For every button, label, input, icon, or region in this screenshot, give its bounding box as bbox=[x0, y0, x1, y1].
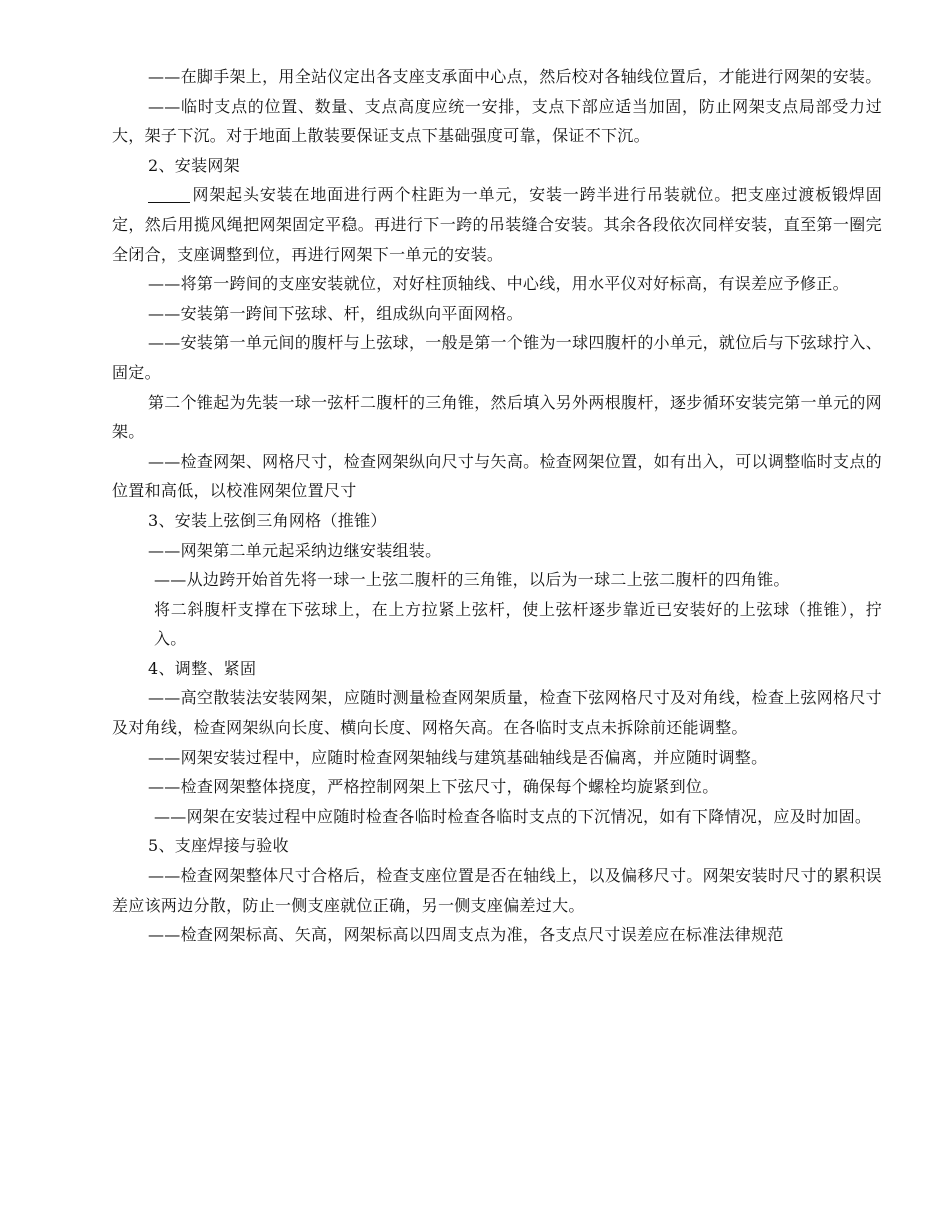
paragraph-web-members: ——安装第一单元间的腹杆与上弦球，一般是第一个锥为一球四腹杆的小单元，就位后与下弦球拧入、固定。 bbox=[112, 333, 882, 382]
paragraph-settlement-check: ——网架在安装过程中应随时检查各临时检查各临时支点的下沉情况，如有下降情况，应及时加固。 bbox=[154, 806, 872, 826]
paragraph-edge-span: ——从边跨开始首先将一球一上弦二腹杆的三角锥，以后为一球二上弦二腹杆的四角锥。 bbox=[154, 570, 790, 590]
paragraph-second-unit: ——网架第二单元起采纳边继安装组装。 bbox=[148, 540, 442, 560]
paragraph-deflection-check: ——检查网架整体挠度，严格控制网架上下弦尺寸，确保每个螺栓均旋紧到位。 bbox=[148, 777, 719, 797]
paragraph-survey-supports: ——在脚手架上，用全站仪定出各支座支承面中心点，然后校对各轴线位置后，才能进行网架的安装。 bbox=[148, 67, 882, 86]
section-heading-weld-acceptance: 5、支座焊接与验收 bbox=[148, 836, 289, 856]
paragraph-aerial-assembly: ——高空散装法安装网架，应随时测量检查网架质量，检查下弦网格尺寸及对角线，检查上弦网格尺寸及对角线，检查网架纵向长度、横向长度、网格矢高。在各临时支点未拆除前还能调整。 bbox=[112, 688, 882, 738]
paragraph-push-cone: 将二斜腹杆支撑在下弦球上，在上方拉紧上弦杆，使上弦杆逐步靠近已安装好的上弦球（推锥），拧入。 bbox=[154, 599, 882, 649]
blank-underline bbox=[148, 184, 190, 203]
paragraph-check-dimensions: ——检查网架、网格尺寸，检查网架纵向尺寸与矢高。检查网架位置，如有出入，可以调整临时支点的位置和高低，以校准网架位置尺寸 bbox=[112, 451, 882, 501]
paragraph-support-position: ——检查网架整体尺寸合格后，检查支座位置是否在轴线上，以及偏移尺寸。网架安装时尺寸的累积误差应该两边分散，防止一侧支座就位正确，另一侧支座偏差过大。 bbox=[112, 866, 882, 915]
paragraph-axis-check: ——网架安装过程中，应随时检查网架轴线与建筑基础轴线是否偏离，并应随时调整。 bbox=[148, 747, 768, 767]
paragraph-initial-install bbox=[112, 180, 882, 269]
section-heading-install-grid: 2、安装网架 bbox=[148, 155, 240, 175]
paragraph-first-span-supports: ——将第一跨间的支座安装就位，对好柱顶轴线、中心线，用水平仪对好标高，有误差应予修正。 bbox=[148, 274, 849, 294]
paragraph-second-cone: 第二个锥起为先装一球一弦杆二腹杆的三角锥，然后填入另外两根腹杆，逐步循环安装完第一单元的网架。 bbox=[112, 392, 882, 442]
document-page bbox=[112, 62, 882, 950]
section-heading-upper-chord: 3、安装上弦倒三角网格（推锥） bbox=[148, 510, 387, 530]
paragraph-temporary-supports: ——临时支点的位置、数量、支点高度应统一安排，支点下部应适当加固，防止网架支点局部受力过大，架子下沉。对于地面上散装要保证支点下基础强度可靠，保证不下沉。 bbox=[112, 96, 882, 146]
paragraph-elevation-check: ——检查网架标高、矢高，网架标高以四周支点为准，各支点尺寸误差应在标准法律规范 bbox=[148, 925, 784, 945]
paragraph-lower-chord: ——安装第一跨间下弦球、杆，组成纵向平面网格。 bbox=[148, 303, 523, 323]
section-heading-adjust-fasten: 4、调整、紧固 bbox=[148, 658, 257, 678]
paragraph-initial-install-text: 网架起头安装在地面进行两个柱距为一单元，安装一跨半进行吊装就位。把支座过渡板锻焊固定，然后用揽风绳把网架固定平稳。再进行下一跨的吊装缝合安装。其余各段依次同样安装，直至第一圈完全闭合，支座调整到位，再进行网架下一单元的安装。 bbox=[112, 185, 882, 264]
